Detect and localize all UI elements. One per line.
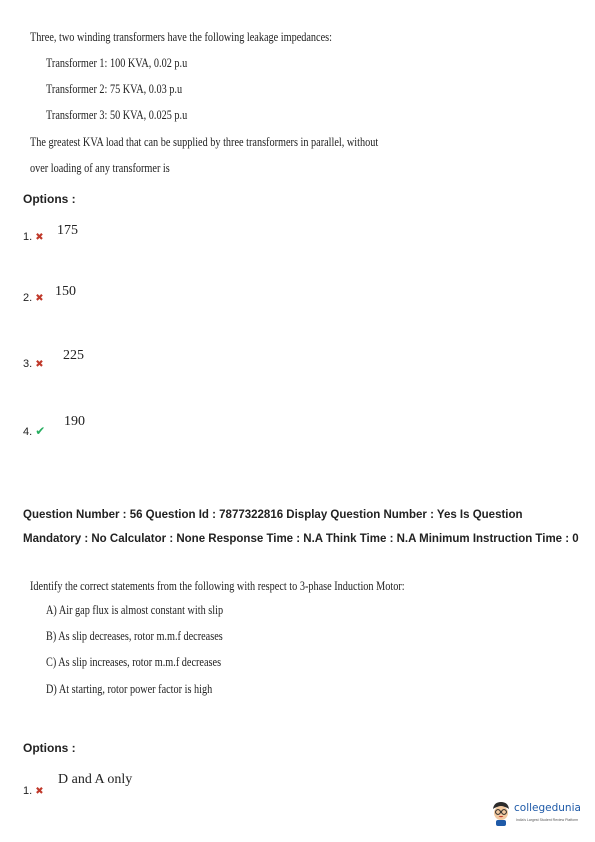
question-stem: Identify the correct statements from the following with respect to 3-phase Induction Motor: bbox=[30, 579, 405, 593]
option-number: 1. ✖ bbox=[23, 785, 44, 797]
question-stem: Three, two winding transformers have the following leakage impedances: bbox=[30, 30, 332, 44]
question-text-line: The greatest KVA load that can be supplied by three transformers in parallel, without bbox=[30, 135, 379, 149]
cross-icon: ✖ bbox=[35, 293, 44, 304]
option-number: 3. ✖ bbox=[23, 358, 44, 370]
statement-line: C) As slip increases, rotor m.m.f decreases bbox=[46, 655, 222, 669]
option-number: 1. ✖ bbox=[23, 231, 44, 243]
option-value: D and A only bbox=[58, 772, 133, 787]
question-text-line: over loading of any transformer is bbox=[30, 161, 170, 175]
option-value: 190 bbox=[64, 414, 85, 429]
option-number: 4. ✔ bbox=[23, 424, 46, 438]
question-metadata: Question Number : 56 Question Id : 7877322816 Display Question Number : Yes Is Question Mandatory : No Calculator : None Response Time : N.A Think Time : N.A Minimum Instruction Time : 0 bbox=[23, 509, 579, 545]
transformer-3-line: Transformer 3: 50 KVA, 0.025 p.u bbox=[46, 108, 188, 122]
statement-line: D) At starting, rotor power factor is high bbox=[46, 682, 213, 696]
option-value: 150 bbox=[55, 284, 76, 299]
statement-line: A) Air gap flux is almost constant with slip bbox=[46, 603, 224, 617]
options-heading: Options : bbox=[23, 741, 76, 755]
transformer-1-line: Transformer 1: 100 KVA, 0.02 p.u bbox=[46, 56, 188, 70]
checkmark-icon: ✔ bbox=[35, 424, 46, 438]
transformer-2-line: Transformer 2: 75 KVA, 0.03 p.u bbox=[46, 82, 183, 96]
brand-name: collegedunia bbox=[514, 802, 581, 814]
cross-icon: ✖ bbox=[35, 359, 44, 370]
brand-watermark bbox=[490, 800, 590, 830]
student-mascot-icon bbox=[490, 800, 512, 826]
statement-line: B) As slip decreases, rotor m.m.f decreases bbox=[46, 629, 223, 643]
option-number: 2. ✖ bbox=[23, 292, 44, 304]
brand-tagline: India's Largest Student Review Platform bbox=[516, 818, 579, 822]
cross-icon: ✖ bbox=[35, 786, 44, 797]
option-value: 175 bbox=[57, 223, 78, 238]
cross-icon: ✖ bbox=[35, 232, 44, 243]
options-heading: Options : bbox=[23, 192, 76, 206]
option-value: 225 bbox=[63, 348, 84, 363]
